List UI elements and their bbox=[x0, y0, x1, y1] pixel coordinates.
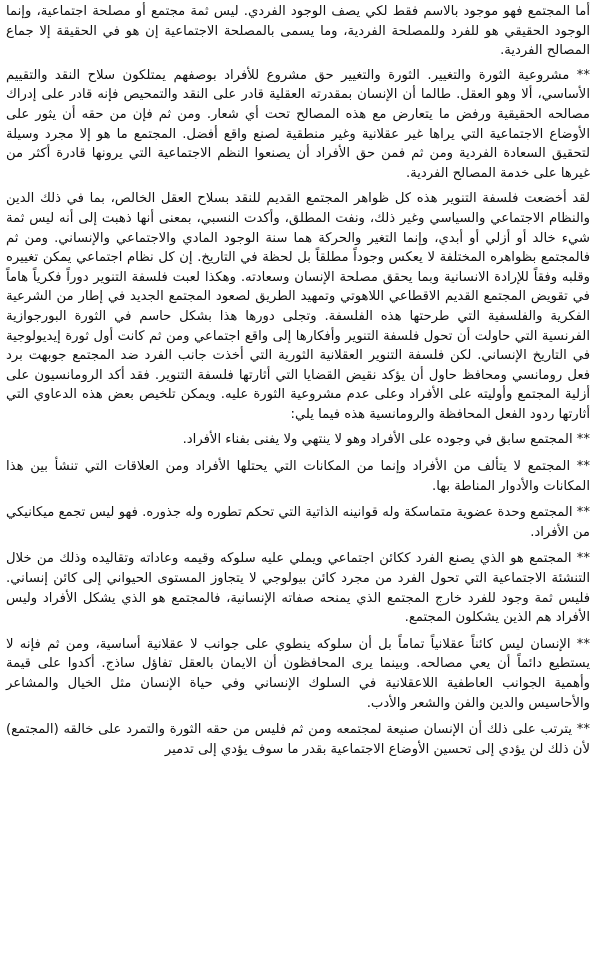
bullet-society-makes-individual: ** المجتمع هو الذي يصنع الفرد ككائن اجتماعي ويملي عليه سلوكه وقيمه وعاداته وتقاليده وذلك من خلال التنشئة الاجتماعية التي تحول الفرد من مجرد كائن بيولوجي لا يتجاوز المستوى الحيواني إلى كائن إنساني. فليس ثمة وجود للفرد خارج المجتمع الذي يمنحه صفاته الإنسانية، فالمجتمع هو الذي يشكل الأفراد وليس الأفراد هم الذين يشكلون المجتمع. bbox=[6, 551, 590, 626]
bullet-society-precedes-individuals: ** المجتمع سابق في وجوده على الأفراد وهو لا ينتهي ولا يفنى بفناء الأفراد. bbox=[182, 432, 590, 448]
paragraph-enlightenment-philosophy: لقد أخضعت فلسفة التنوير هذه كل ظواهر المجتمع القديم للنقد بسلاح العقل الخالص، بما في ذلك الدين والنظام الاجتماعي والسياسي وغير ذلك، ونفت المطلق، وأكدت النسبي، بمعنى أنها ذهبت إلى أنه ليس ثمة شيء خالد أو أزلي أو أبدي، وإنما التغير والحركة هما سنة الوجود المادي والاجتماعي والإنساني. ومن ثم فالمجتمع بظواهره المختلفة لا يعكس وجوداً مطلقاً بل لحظة في التاريخ. إن كل نظام اجتماعي يمكن تغييره وقلبه وفقاً للإرادة الانسانية وبما يحقق مصلحة الإنسان وسعادته. وهكذا لعبت فلسفة التنوير دوراً فكرياً هاماً في تقويض المجتمع القديم الاقطاعي اللاهوتي وتمهيد الطريق لصعود المجتمع الجديد في إطار من الشرعية الفكرية والفلسفية التي طرحتها هذه الفلسفة. وتجلى دورها هذا بشكل حاسم في الثورة البورجوازية الفرنسية التي حاولت أن تحول فلسفة التنوير وأفكارها إلى واقع اجتماعي ومن ثم كانت أول ثورة إيديولوجية في التاريخ الإنساني. لكن فلسفة التنوير العقلانية الثورية التي أخذت جانب الفرد ضد المجتمع جوبهت برد فعل رومانسي ومحافظ حاول أن يؤكد نقيض القضايا التي أثارتها فلسفة التنوير. فقد أكد الرومانسيون على أزلية المجتمع وأوليته على الأفراد وعلى عدم مشروعية الثورة عليه. ويمكن تلخيص بعض هذه الدعاوي التي أثارتها ردود الفعل المحافظة والرومانسية هذه فيما يلي: bbox=[6, 191, 590, 422]
paragraph-legitimacy-of-revolution: ** مشروعية الثورة والتغيير. الثورة والتغيير حق مشروع للأفراد بوصفهم يمتلكون سلاح النقد والتقييم الأساسي، ألا وهو العقل. طالما أن الإنسان بمقدرته العقلية قادر على النقد والتمحيص فإنه قادر على إدراك مصالحه الحقيقية ورفض ما يتعارض مع هذه المصالح تحت أي شعار. ومن ثم فإن من حقه أن يثور على الأوضاع الاجتماعية التي يراها غير عقلانية وغير منطقية لصنع واقع أفضل. المجتمع ما هو إلا مجرد وسيلة لتحقيق السعادة الفردية ومن ثم فمن حق الأفراد أن يصنعوا النظم الاجتماعية التي يرونها قادرة أكثر من غيرها على خدمة المصالح الفردية. bbox=[6, 67, 590, 181]
bullet-society-of-positions: ** المجتمع لا يتألف من الأفراد وإنما من المكانات التي يحتلها الأفراد ومن العلاقات التي تنشأ بين هذا المكانات والأدوار المناطة بها. bbox=[6, 459, 590, 494]
bullet-irrational-human: ** الإنسان ليس كائناً عقلانياً تماماً بل أن سلوكه ينطوي على جوانب لا عقلانية أساسية، ومن ثم فإنه لا يستطيع دائماً أن يعي مصالحه. وبينما يرى المحافظون أن الايمان بالعقل تفاؤل ساذج. أكدوا على قيمة وأهمية الجوانب العاطفية اللاعقلانية في السلوك الإنساني وفي حياة الإنسان مثل الخيال والمشاعر والأحاسيس والدين والفن والشعر والأدب. bbox=[6, 636, 590, 711]
bullet-no-right-to-revolt: ** يترتب على ذلك أن الإنسان صنيعة لمجتمعه ومن ثم فليس من حقه الثورة والتمرد على خالقه (المجتمع) لأن ذلك لن يؤدي إلى تحسين الأوضاع الاجتماعية بقدر ما سوف يؤدي إلى تدمير bbox=[6, 722, 590, 757]
paragraph-society-individual: أما المجتمع فهو موجود بالاسم فقط لكي يصف الوجود الفردي. ليس ثمة مجتمع أو مصلحة اجتماعية، وإنما الوجود الحقيقي هو للفرد وللمصلحة الفردية، وما يسمى بالمصلحة الاجتماعية إن هو في الحقيقة إلا جماع المصالح الفردية. bbox=[6, 4, 590, 59]
bullet-organic-unity: ** المجتمع وحدة عضوية متماسكة وله قوانينه الذاتية التي تحكم تطوره وله جذوره. فهو ليس تجمع ميكانيكي من الأفراد. bbox=[6, 505, 590, 540]
